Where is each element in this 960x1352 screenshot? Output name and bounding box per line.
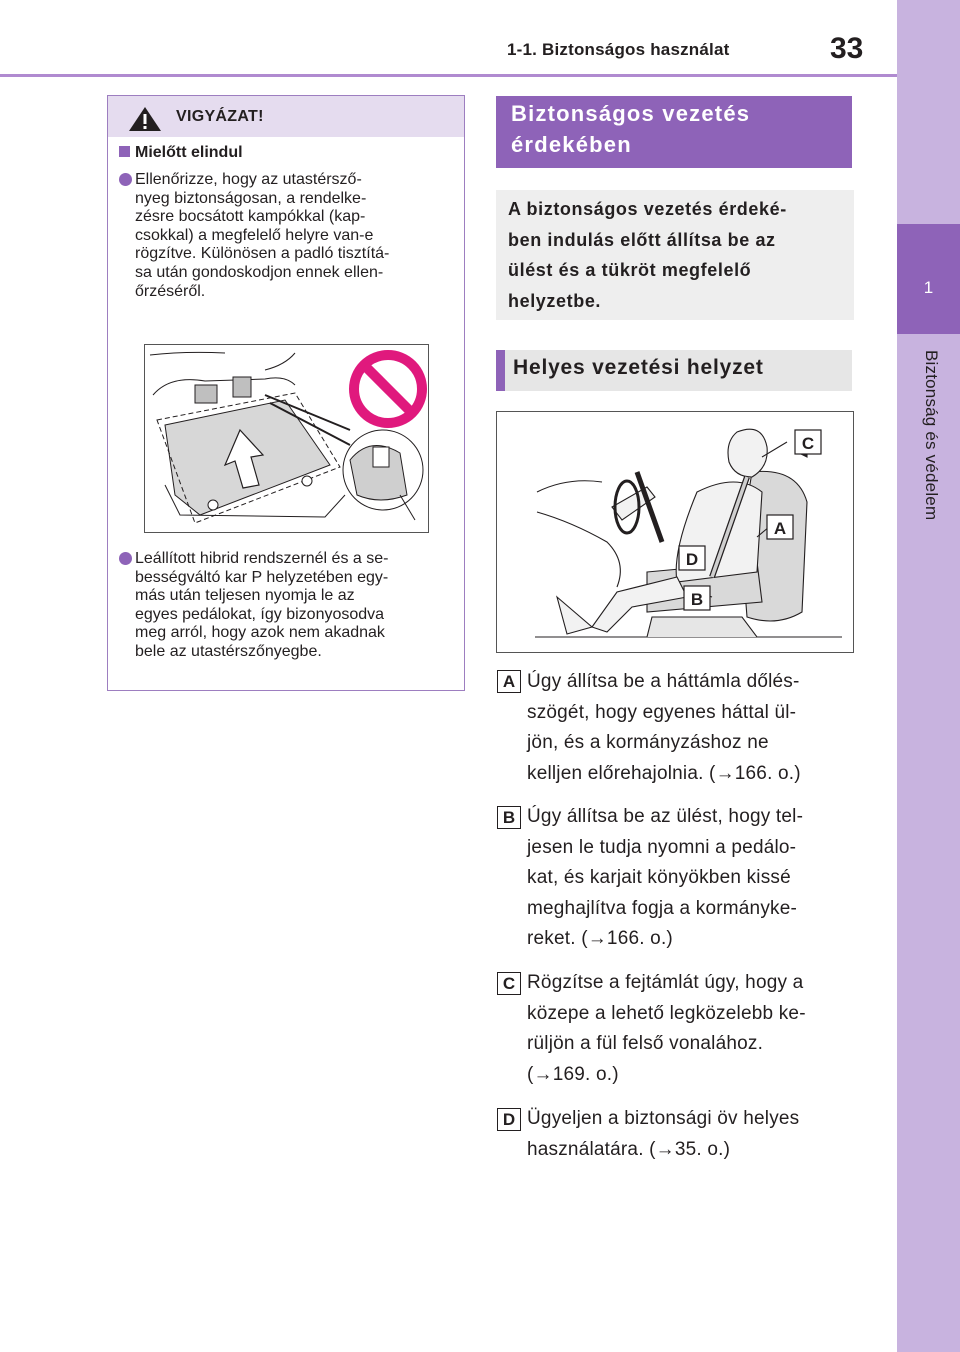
item-line: jesen le tudja nyomni a pedálo- <box>527 836 797 858</box>
page-number: 33 <box>830 32 864 65</box>
bullet-line: Leállított hibrid rendszernél és a se- <box>135 550 389 567</box>
bullet-line: őrzéséről. <box>135 282 206 300</box>
item-b-text <box>527 802 857 955</box>
band-title-line: érdekében <box>511 132 632 157</box>
warning-triangle-icon <box>128 106 162 132</box>
item-line: Rögzítse a fejtámlát úgy, hogy a <box>527 972 804 993</box>
intro-line: ben indulás előtt állítsa be az <box>508 229 776 250</box>
intro-line: ülést és a tükröt megfelelő <box>508 260 752 280</box>
item-line: kat, és karjait könyökben kissé <box>527 867 791 888</box>
item-line: szögét, hogy egyenes háttal ül- <box>527 701 797 723</box>
chapter-side-tab <box>897 0 960 1352</box>
item-line: rüljön a fül felső vonalához. <box>527 1033 764 1054</box>
item-line: Úgy állítsa be a háttámla dőlés- <box>527 671 800 692</box>
item-letter-d: D <box>497 1108 521 1131</box>
warning-subheading <box>119 144 243 162</box>
chapter-number: 1 <box>923 278 934 297</box>
bullet-dot-icon <box>119 173 132 186</box>
warning-label: VIGYÁZAT! <box>176 108 264 125</box>
warning-subheading-text: Mielőtt elindul <box>135 144 243 161</box>
section-title: 1-1. Biztonságos használat <box>507 40 730 59</box>
item-c-text <box>527 968 857 1090</box>
item-line: közepe a lehető legközelebb ke- <box>527 1002 806 1024</box>
bullet-line: csokkal) a megfelelő helyre van-e <box>135 226 374 244</box>
item-letter-c: C <box>497 972 521 995</box>
bullet-line: egyes pedálokat, így bizonyosodva <box>135 605 385 623</box>
chapter-number-box <box>897 224 960 334</box>
item-d-text <box>527 1104 857 1165</box>
item-line: Ügyeljen a biztonsági öv helyes <box>527 1108 800 1129</box>
subheading-text: Helyes vezetési helyzet <box>513 356 764 379</box>
item-letter-a: A <box>497 670 521 693</box>
bullet-line: más után teljesen nyomja le az <box>135 587 355 605</box>
figure-label-c: C <box>801 434 815 453</box>
header-rule <box>0 74 897 77</box>
bullet-line: nyeg biztonságosan, a rendelke- <box>135 189 367 207</box>
bullet-line: bele az utastérszőnyegbe. <box>135 642 322 660</box>
item-line: reket. (→166. o.) <box>527 928 673 949</box>
driving-position-illustration <box>496 411 854 653</box>
intro-line: A biztonságos vezetés érdeké- <box>508 199 787 219</box>
intro-line: helyzetbe. <box>508 290 602 311</box>
bullet-line: bességváltó kar P helyzetében egy- <box>135 568 389 586</box>
band-title-line: Biztonságos vezetés <box>511 101 751 126</box>
item-letter-b: B <box>497 806 521 829</box>
bullet-line: meg arról, hogy azok nem akadnak <box>135 624 385 642</box>
bullet-dot-icon <box>119 552 132 565</box>
floor-mat-illustration <box>144 344 429 533</box>
section-band-title <box>496 96 852 168</box>
item-line: meghajlítva fogja a kormányke- <box>527 897 798 919</box>
item-line: kelljen előrehajolnia. (→166. o.) <box>527 762 801 784</box>
intro-box <box>496 190 854 320</box>
figure-label-a: A <box>773 519 787 538</box>
square-bullet-icon <box>119 146 130 157</box>
item-line: használatára. (→35. o.) <box>527 1138 731 1160</box>
warning-bullet-1 <box>135 171 460 301</box>
figure-label-b: B <box>690 590 704 609</box>
figure-label-d: D <box>685 550 699 569</box>
item-line: Úgy állítsa be az ülést, hogy tel- <box>527 806 804 827</box>
subheading-driving-position <box>496 350 852 391</box>
bullet-line: sa után gondoskodjon ennek ellen- <box>135 263 384 281</box>
bullet-line: rögzítve. Különösen a padló tisztítá- <box>135 245 390 263</box>
bullet-line: zésre bocsátott kampókkal (kap- <box>135 208 366 226</box>
warning-header <box>108 96 464 137</box>
item-line: jön, és a kormányzáshoz ne <box>527 732 769 753</box>
item-line: (→169. o.) <box>527 1063 619 1085</box>
chapter-title: Biztonság és védelem <box>922 350 941 521</box>
item-a-text <box>527 667 857 789</box>
bullet-line: Ellenőrizze, hogy az utastérsző- <box>135 171 362 188</box>
warning-bullet-2 <box>135 550 460 662</box>
warning-box <box>107 95 465 691</box>
